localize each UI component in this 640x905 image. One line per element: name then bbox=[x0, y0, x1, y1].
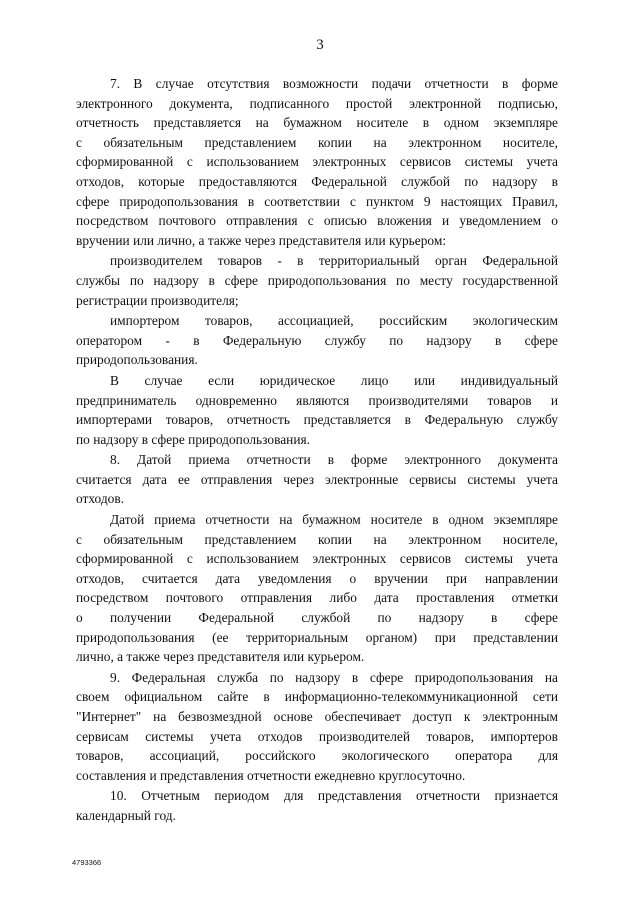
text-line: производителем товаров - в территориальный орган Федеральной bbox=[110, 253, 558, 269]
text-line: предприниматель одновременно являются производителями товаров и bbox=[76, 392, 558, 408]
text-line: отходов. bbox=[76, 491, 125, 507]
text-line: отходов, считается дата уведомления о вручении при направлении bbox=[76, 570, 558, 586]
paragraph bbox=[76, 668, 558, 786]
text-line: импортерами товаров, отчетность представляется в Федеральную службу bbox=[76, 412, 558, 428]
text-line: 9. Федеральная служба по надзору в сфере природопользования на bbox=[110, 669, 558, 685]
text-line: Датой приема отчетности на бумажном носителе в одном экземпляре bbox=[110, 512, 558, 528]
text-line: 7. В случае отсутствия возможности подачи отчетности в форме bbox=[110, 76, 558, 91]
text-line: регистрации производителя; bbox=[76, 292, 239, 308]
text-line: сформированной с использованием электронных сервисов системы учета bbox=[76, 154, 558, 170]
text-line: своем официальном сайте в информационно-телекоммуникационной сети bbox=[76, 689, 558, 705]
text-line: 8. Датой приема отчетности в форме электронного документа bbox=[110, 452, 558, 468]
page-number: 3 bbox=[316, 37, 324, 53]
text-line: электронного документа, подписанного простой электронной подписью, bbox=[76, 95, 558, 111]
text-line: считается дата ее отправления через электронные сервисы системы учета bbox=[76, 471, 558, 487]
paragraph bbox=[76, 450, 558, 509]
text-line: лично, а также через представителя или курьером. bbox=[76, 649, 365, 665]
text-line: отходов, которые предоставляются Федеральной службой по надзору в bbox=[76, 173, 558, 189]
text-line: В случае если юридическое лицо или индивидуальный bbox=[110, 372, 558, 388]
text-line: импортером товаров, ассоциацией, российским экологическим bbox=[110, 313, 558, 329]
text-line: о получении Федеральной службой по надзору в сфере bbox=[76, 610, 558, 626]
text-line: по надзору в сфере природопользования. bbox=[76, 431, 310, 447]
text-line: составления и представления отчетности ежедневно круглосуточно. bbox=[76, 767, 466, 783]
text-line: календарный год. bbox=[76, 807, 176, 823]
text-line: оператором - в Федеральную службу по надзору в сфере bbox=[76, 332, 558, 348]
paragraph bbox=[76, 251, 558, 310]
text-line: с обязательным представлением копии на электронном носителе, bbox=[76, 531, 558, 547]
text-line: сфере природопользования в соответствии с пунктом 9 настоящих Правил, bbox=[76, 193, 558, 209]
text-line: товаров, ассоциаций, российского экологического оператора для bbox=[76, 748, 558, 764]
text-line: природопользования. bbox=[76, 352, 198, 368]
text-line: посредством почтового отправления либо дата проставления отметки bbox=[76, 590, 558, 606]
text-line: сформированной с использованием электронных сервисов системы учета bbox=[76, 551, 558, 567]
paragraph bbox=[76, 74, 558, 250]
paragraph bbox=[76, 371, 558, 449]
paragraph bbox=[76, 786, 558, 825]
text-line: "Интернет" на безвозмездной основе обеспечивает доступ к электронным bbox=[76, 709, 558, 724]
document-body bbox=[76, 74, 558, 826]
text-line: природопользования (ее территориальным органом) при представлении bbox=[76, 629, 558, 645]
text-line: вручении или лично, а также через представителя или курьером: bbox=[76, 232, 447, 248]
document-code: 4793366 bbox=[72, 858, 102, 867]
text-line: сервисам системы учета отходов производителей товаров, импортеров bbox=[76, 728, 558, 744]
text-line: службы по надзору в сфере природопользования по месту государственной bbox=[76, 272, 558, 288]
text-line: с обязательным представлением копии на электронном носителе, bbox=[76, 134, 558, 150]
text-line: 10. Отчетным периодом для представления отчетности признается bbox=[110, 788, 558, 804]
paragraph bbox=[76, 510, 558, 667]
text-line: отчетность представляется на бумажном носителе в одном экземпляре bbox=[76, 115, 558, 131]
text-line: посредством почтового отправления с описью вложения и уведомлением о bbox=[76, 213, 558, 229]
paragraph bbox=[76, 311, 558, 370]
